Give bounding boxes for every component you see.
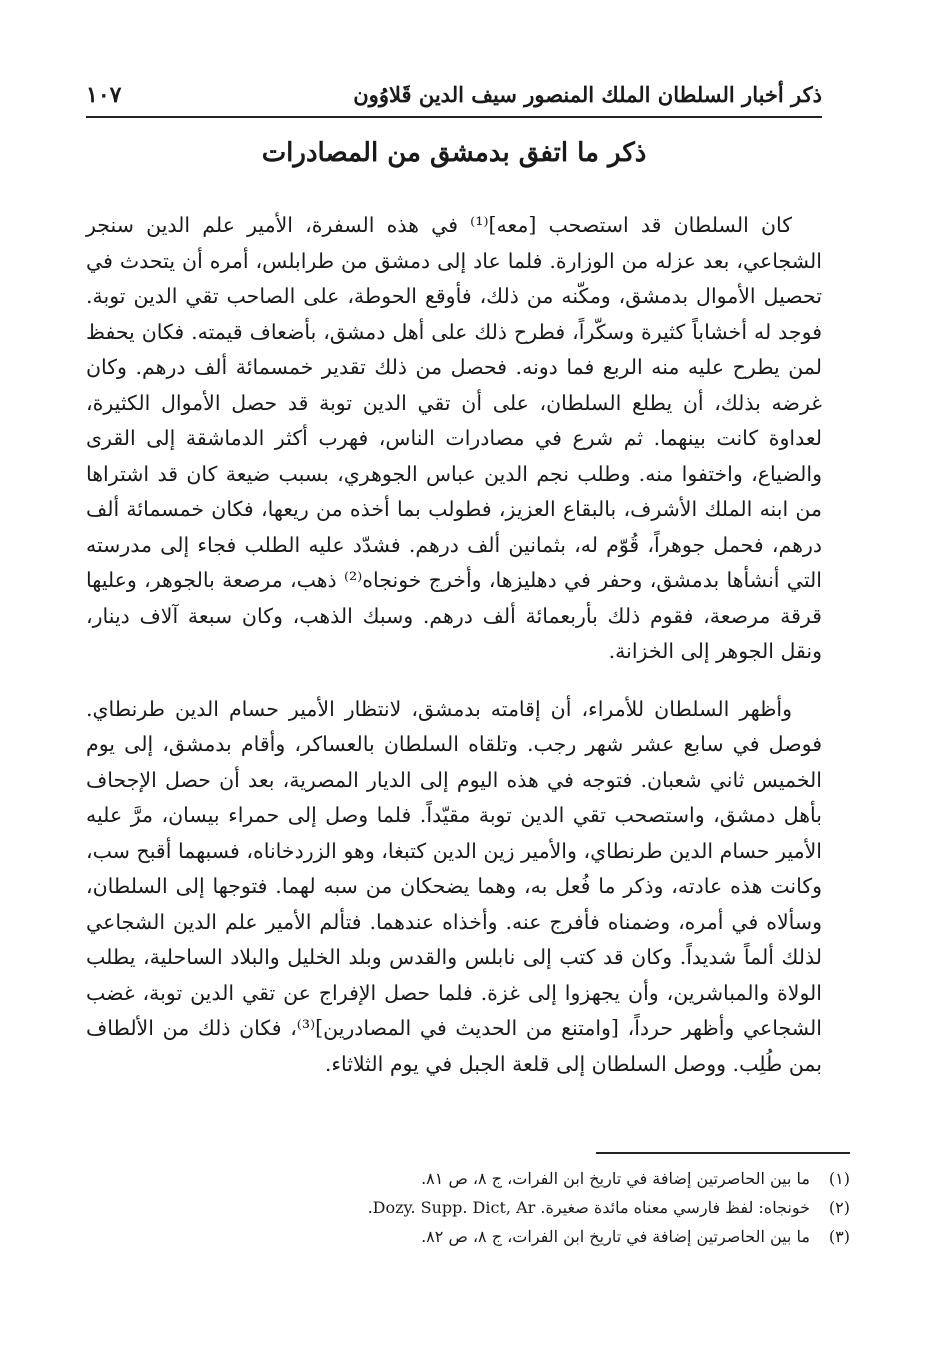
footnote-text: ما بين الحاصرتين إضافة في تاريخ ابن الفرات، ج ٨، ص ٨١.	[421, 1169, 810, 1188]
footnote-number: (٣)	[828, 1227, 850, 1246]
paragraph: وأظهر السلطان للأمراء، أن إقامته بدمشق، لانتظار الأمير حسام الدين طرنطاي. فوصل في سابع عشر شهر رجب. وتلقاه السلطان بالعساكر، وأقام بدمشق، إلى يوم الخميس ثاني شعبان. فتوجه في هذه اليوم إلى الديار المصرية، بعد أن حصل الإجحاف بأهل دمشق، واستصحب تقي الدين توبة مقيّداً. فلما وصل إلى حمراء بيسان، مرَّ عليه الأمير حسام الدين طرنطاي، والأمير زين الدين كتبغا، وهو الزردخاناه، فسبهما أقبح سب، وكانت هذه عادته، وذكر ما فُعل به، وهما يضحكان من سبه لهما. فتوجها إلى السلطان، وسألاه في أمره، وضمناه فأفرج عنه. وأخذاه عندهما. فتألم الأمير علم الدين الشجاعي لذلك ألماً شديداً. وكان قد كتب إلى نابلس والقدس وبلد الخليل والبلاد الساحلية، يطلب الولاة والمباشرين، وأن يجهزوا إلى غزة. فلما حصل الإفراج عن تقي الدين توبة، غضب الشجاعي وأظهر حرداً، [وامتنع من الحديث في المصادرين]⁽³⁾، فكان ذلك من الألطاف بمن طُلِب. ووصل السلطان إلى قلعة الجبل في يوم الثلاثاء.	[86, 696, 822, 1076]
footnote	[150, 1222, 850, 1251]
footnote-text: خونجاه: لفظ فارسي معناه مائدة صغيرة. Dozy. Supp. Dict, Ar.	[367, 1198, 810, 1217]
page-header	[86, 80, 822, 118]
footnotes	[150, 1164, 850, 1251]
footnote-text: ما بين الحاصرتين إضافة في تاريخ ابن الفرات، ج ٨، ص ٨٢.	[421, 1227, 810, 1246]
footnote	[150, 1164, 850, 1193]
body-text	[86, 208, 822, 1082]
paragraph: كان السلطان قد استصحب [معه]⁽¹⁾ في هذه السفرة، الأمير علم الدين سنجر الشجاعي، بعد عزله من الوزارة. فلما عاد إلى دمشق من طرابلس، أمره أن يتحدث في تحصيل الأموال بدمشق، ومكّنه من ذلك، فأوقع الحوطة، على الصاحب تقي الدين توبة. فوجد له أخشاباً كثيرة وسكّراً، فطرح ذلك على أهل دمشق، بأضعاف قيمته. فكان يحفظ لمن يطرح عليه منه الربع فما دونه. فحصل من ذلك تقدير خمسمائة ألف درهم. وكان غرضه بذلك، أن يطلع السلطان، على أن تقي الدين توبة قد حصل الأموال الكثيرة، لعداوة كانت بينهما. ثم شرع في مصادرات الناس، فهرب أكثر الدماشقة إلى القرى والضياع، واختفوا منه. وطلب نجم الدين عباس الجوهري، بسبب ضيعة كان قد اشتراها من ابنه الملك الأشرف، بالبقاع العزيز، فطولب بما أخذه من ريعها، فكان خمسمائة ألف درهم، فحمل جوهراً، قُوّم له، بثمانين ألف درهم. فشدّد عليه الطلب فجاء إلى مدرسته التي أنشأها بدمشق، وحفر في دهليزها، وأخرج خونجاه⁽²⁾ ذهب، مرصعة بالجوهر، وعليها قرقة مرصعة، فقوم ذلك بأربعمائة ألف درهم. وسبك الذهب، وكان سبعة آلاف دينار، ونقل الجوهر إلى الخزانة.	[86, 213, 822, 663]
page-number: ١٠٧	[86, 82, 122, 108]
footnote-divider	[596, 1152, 850, 1154]
section-title: ذكر ما اتفق بدمشق من المصادرات	[261, 138, 647, 168]
footnote-number: (٢)	[828, 1198, 850, 1217]
footnote	[150, 1193, 850, 1222]
running-title: ذكر أخبار السلطان الملك المنصور سيف الدين قَلاوُون	[353, 82, 822, 107]
footnote-number: (١)	[828, 1169, 850, 1188]
